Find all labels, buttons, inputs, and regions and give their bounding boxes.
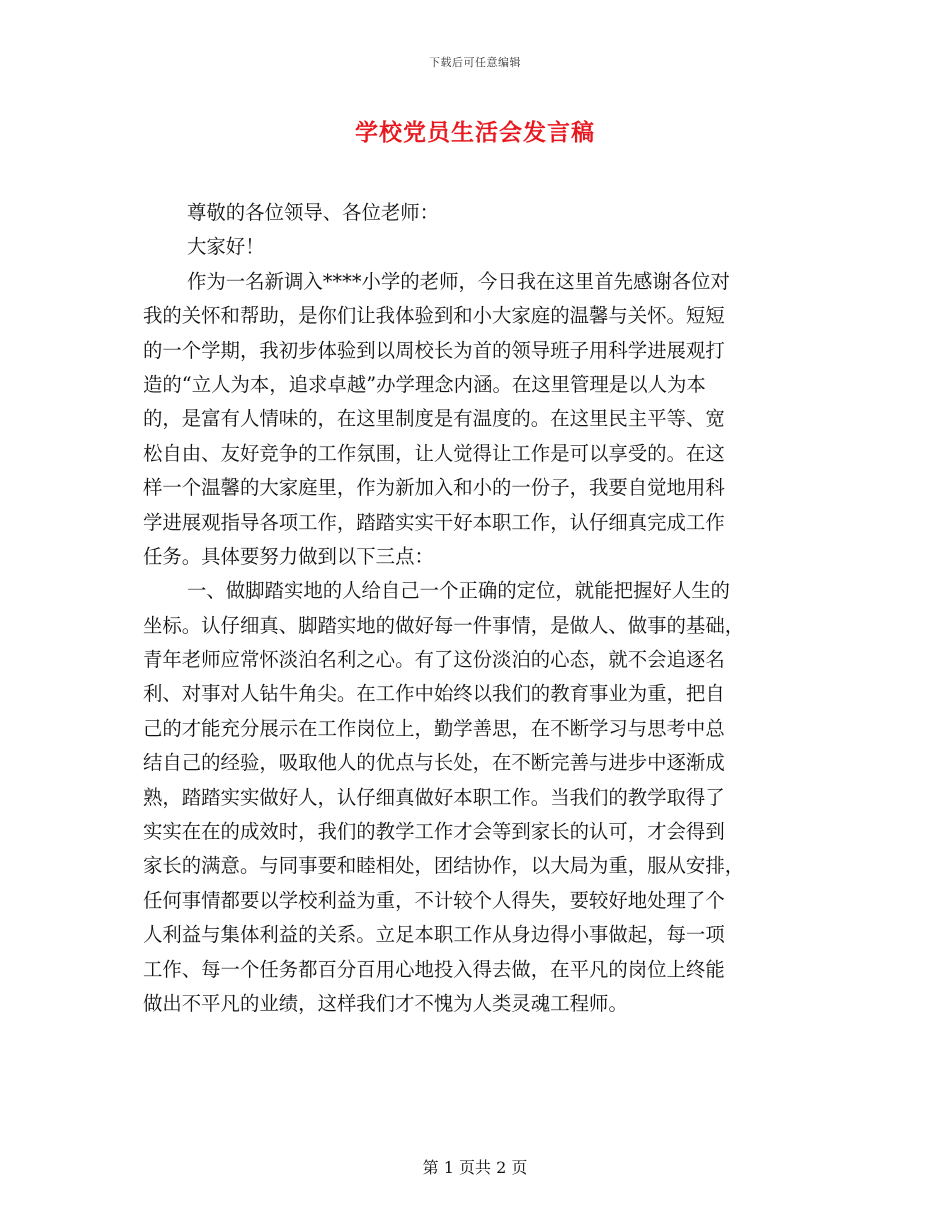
paragraph-line: 的一个学期，我初步体验到以周校长为首的领导班子用科学进展观打 <box>143 338 725 362</box>
paragraph-line: 一、做脚踏实地的人给自己一个正确的定位，就能把握好人生的 <box>187 579 730 603</box>
paragraph-line: 人利益与集体利益的关系。立足本职工作从身边得小事做起，每一项 <box>143 923 725 947</box>
greeting-line: 大家好！ <box>187 235 265 259</box>
paragraph-line: 造的“立人为本，追求卓越”办学理念内涵。在这里管理是以人为本 <box>143 372 706 396</box>
paragraph-line: 松自由、友好竞争的工作氛围，让人觉得让工作是可以享受的。在这 <box>143 441 725 465</box>
paragraph-line: 利、对事对人钻牛角尖。在工作中始终以我们的教育事业为重，把自 <box>143 682 725 706</box>
paragraph-line: 做出不平凡的业绩，这样我们才不愧为人类灵魂工程师。 <box>143 991 628 1015</box>
paragraph-line: 结自己的经验，吸取他人的优点与长处，在不断完善与进步中逐渐成 <box>143 751 725 775</box>
document-body <box>143 196 803 1021</box>
paragraph-line: 青年老师应常怀淡泊名利之心。有了这份淡泊的心态，就不会追逐名 <box>143 648 725 672</box>
page-number-footer: 第 1 页共 2 页 <box>422 1158 528 1177</box>
header-note: 下载后可任意编辑 <box>429 56 521 69</box>
paragraph-line: 任务。具体要努力做到以下三点： <box>143 544 434 568</box>
salutation-line: 尊敬的各位领导、各位老师： <box>187 201 440 224</box>
paragraph-line: 的，是富有人情味的，在这里制度是有温度的。在这里民主平等、宽 <box>143 407 725 431</box>
paragraph-line: 学进展观指导各项工作，踏踏实实干好本职工作，认仔细真完成工作 <box>143 510 725 534</box>
paragraph-line: 我的关怀和帮助，是你们让我体验到和小大家庭的温馨与关怀。短短 <box>143 304 725 328</box>
paragraph-line: 家长的满意。与同事要和睦相处，团结协作，以大局为重，服从安排， <box>143 854 745 878</box>
paragraph-line: 熟，踏踏实实做好人，认仔细真做好本职工作。当我们的教学取得了 <box>143 785 725 809</box>
paragraph-line: 己的才能充分展示在工作岗位上，勤学善思，在不断学习与思考中总 <box>143 716 725 740</box>
paragraph-line: 坐标。认仔细真、脚踏实地的做好每一件事情，是做人、做事的基础， <box>143 613 745 637</box>
document-title: 学校党员生活会发言稿 <box>355 119 595 146</box>
paragraph-line: 样一个温馨的大家庭里，作为新加入和小的一份子，我要自觉地用科 <box>143 476 725 500</box>
paragraph-line: 作为一名新调入****小学的老师，今日我在这里首先感谢各位对 <box>187 269 730 293</box>
paragraph-line: 任何事情都要以学校利益为重，不计较个人得失，要较好地处理了个 <box>143 888 725 912</box>
paragraph-line: 实实在在的成效时，我们的教学工作才会等到家长的认可，才会得到 <box>143 820 725 844</box>
paragraph-line: 工作、每一个任务都百分百用心地投入得去做，在平凡的岗位上终能 <box>143 957 725 981</box>
